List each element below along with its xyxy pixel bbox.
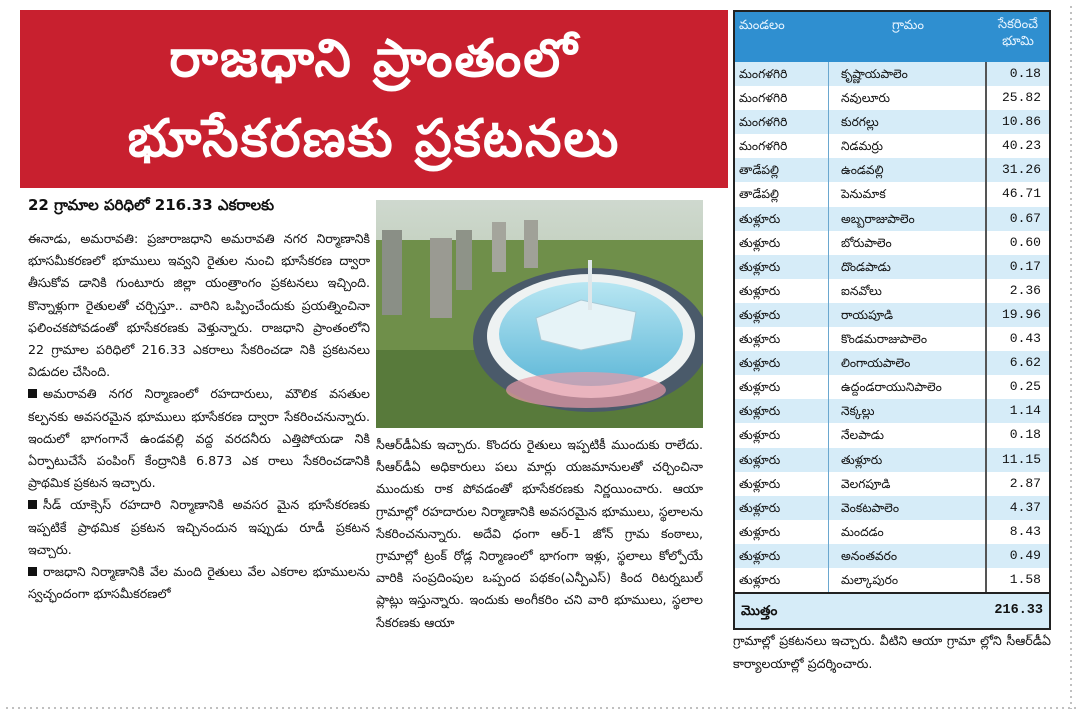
table-row [735, 327, 1049, 351]
cell-village: కొండమరాజుపాలెం [829, 327, 987, 351]
cell-village: మల్కాపురం [829, 568, 987, 592]
cell-mandal: తుళ్లూరు [735, 399, 829, 423]
cell-village: వెంకటపాలెం [829, 496, 987, 520]
cell-acres: 0.25 [1009, 379, 1041, 395]
cell-village: ఐనవోలు [829, 279, 987, 303]
table-row [735, 207, 1049, 231]
table-body [735, 62, 1049, 592]
subheadline: 22 గ్రామాల పరిధిలో 216.33 ఎకరాలకు [28, 196, 275, 214]
table-total-row [735, 592, 1049, 628]
cell-acres: 0.18 [1009, 66, 1041, 81]
paragraph-1: ఈనాడు, అమరావతి: ప్రజారాజధాని అమరావతి నగర నిర్మాణానికి భూసమీకరణలో భూములు ఇవ్వని రైతుల నుంచి భూసేకరణ ద్వారా తీసుకోవ డానికి గుంటూరు జిల్లా యంత్రాంగం ప్రకటనలు ఇచ్చింది. కొన్నాళ్లుగా రైతులతో చర్చిస్తూ.. వారిని ఒప్పించేందుకు ప్రయత్నించినా ఫలించకపోవడంతో భూసేకరణకు వెళ్తున్నారు. రాజధాని ప్రాంతంలోని 22 గ్రామాల పరిధిలో 216.33 ఎకరాలు సేకరించడా నికి ప్రకటనలు విడుదల చేసింది. [28, 231, 370, 380]
cell-village: ఉద్దండరాయునిపాలెం [829, 375, 987, 399]
cell-village: నవులూరు [829, 86, 987, 110]
cell-village: మందడం [829, 520, 987, 544]
cell-mandal: తుళ్లూరు [735, 231, 829, 255]
headline-line-2: భూసేకరణకు ప్రకటనలు [127, 109, 621, 169]
cell-acres: 46.71 [1001, 186, 1041, 202]
cell-acres: 31.26 [1001, 162, 1041, 178]
cell-village: బోరుపాలెం [829, 231, 987, 255]
cell-acres: 0.60 [1009, 234, 1041, 250]
table-header [735, 12, 1049, 62]
cell-mandal: తాడేపల్లి [735, 158, 829, 182]
table-row [735, 399, 1049, 423]
cell-acres: 0.17 [1009, 258, 1041, 274]
table-row [735, 110, 1049, 134]
cell-mandal: తుళ్లూరు [735, 520, 829, 544]
cell-mandal: తుళ్లూరు [735, 544, 829, 568]
table-footnote: గ్రామాల్లో ప్రకటనలు ఇచ్చారు. వీటిని ఆయా గ్రామా ల్లోని సీఆర్‌డీఏ కార్యాలయాల్లో ప్రదర్శించారు. [733, 633, 1051, 671]
cell-acres: 8.43 [1009, 523, 1041, 539]
header-mandal: మండలం [739, 18, 785, 33]
table-row [735, 496, 1049, 520]
cell-mandal: తుళ్లూరు [735, 472, 829, 496]
header-acquired: సేకరించే భూమి [997, 17, 1039, 49]
dotted-border-bottom [4, 705, 1076, 711]
total-value: 216.33 [994, 603, 1043, 619]
cell-village: దొండపాడు [829, 255, 987, 279]
table-row [735, 182, 1049, 206]
cell-mandal: మంగళగిరి [735, 134, 829, 158]
table-row [735, 351, 1049, 375]
bullet-icon [28, 500, 37, 509]
cell-mandal: తుళ్లూరు [735, 279, 829, 303]
table-row [735, 520, 1049, 544]
cell-mandal: తుళ్లూరు [735, 568, 829, 592]
article-column-1 [28, 228, 370, 698]
cell-mandal: తుళ్లూరు [735, 423, 829, 447]
dotted-border-right [1068, 4, 1074, 709]
table-row [735, 375, 1049, 399]
cell-village: అనంతవరం [829, 544, 987, 568]
cell-mandal: మంగళగిరి [735, 62, 829, 86]
table-row [735, 544, 1049, 568]
table-row [735, 472, 1049, 496]
cell-acres: 0.43 [1009, 331, 1041, 347]
table-row [735, 303, 1049, 327]
cell-village: నిడమర్రు [829, 134, 987, 158]
cell-acres: 6.62 [1009, 355, 1041, 371]
cell-acres: 4.37 [1009, 499, 1041, 515]
cell-acres: 19.96 [1001, 306, 1041, 322]
cell-village: అబ్బరాజుపాలెం [829, 207, 987, 231]
cell-acres: 2.36 [1009, 282, 1041, 298]
headline-banner [20, 10, 728, 188]
cell-village: నెక్కల్లు [829, 399, 987, 423]
table-row [735, 423, 1049, 447]
bullet-icon [28, 567, 37, 576]
cell-mandal: తాడేపల్లి [735, 182, 829, 206]
cell-mandal: తుళ్లూరు [735, 255, 829, 279]
table-row [735, 86, 1049, 110]
cell-mandal: తుళ్లూరు [735, 448, 829, 472]
table-row [735, 279, 1049, 303]
table-row [735, 448, 1049, 472]
cell-mandal: మంగళగిరి [735, 110, 829, 134]
table-row [735, 62, 1049, 86]
cell-acres: 0.49 [1009, 547, 1041, 563]
paragraph-4: రాజధాని నిర్మాణానికి వేల మంది రైతులు వేల ఎకరాల భూములను స్వచ్ఛందంగా భూసమీకరణలో [28, 564, 370, 602]
land-acquisition-table [733, 10, 1051, 630]
cell-mandal: తుళ్లూరు [735, 375, 829, 399]
total-label: మొత్తం [741, 603, 778, 620]
cell-village: తుళ్లూరు [829, 448, 987, 472]
cell-mandal: తుళ్లూరు [735, 351, 829, 375]
cell-mandal: తుళ్లూరు [735, 303, 829, 327]
cell-acres: 10.86 [1001, 114, 1041, 130]
capital-rendering-image [376, 200, 703, 428]
article-column-2: సీఆర్‌డీఏకు ఇచ్చారు. కొందరు రైతులు ఇప్పటికీ ముందుకు రాలేదు. సీఆర్‌డీఏ అధికారులు పలు మార్లు యజమానులతో చర్చించినా ముందుకు రాక పోవడంతో భూసేకరణకు నిర్ణయించారు. ఆయా గ్రామాల్లో రహదారుల నిర్మాణానికి అవసరమైన భూములు, స్థలాలను సేకరించనున్నారు. అదేవి ధంగా ఆర్-1 జోన్ గ్రామ కంఠాలు, గ్రామాల్లో ట్రంక్ రోడ్ల నిర్మాణంలో భాగంగా ఇళ్లు, స్థలాలు కోల్పోయే వారికి సంప్రదింపుల ఒప్పంద పథకం(ఎన్పీఎస్) కింద రిటర్నబుల్ ప్లాట్లు ఇస్తున్నారు. ఇందుకు అంగీకరిం చని వారి భూములు, స్థలాల సేకరణకు ఆయా [376, 437, 703, 630]
cell-village: ఉండవల్లి [829, 158, 987, 182]
paragraph-2: అమరావతి నగర నిర్మాణంలో రహదారులు, మౌలిక వసతుల కల్పనకు అవసరమైన భూములు భూసేకరణ ద్వారా సేకరించనున్నారు. ఇందులో భాగంగానే ఉండవల్లి వద్ద వరదనీరు ఎత్తిపోయడా నికి ఏర్పాటుచేసే పంపింగ్ కేంద్రానికి 6.873 ఎక రాలు సేకరించడానికి ప్రాథమిక ప్రకటన ఇచ్చారు. [28, 386, 370, 491]
paragraph-3: సీడ్ యాక్సెస్ రహదారి నిర్మాణానికి అవసర మైన భూసేకరణకు ఇప్పటికే ప్రాథమిక ప్రకటన ఇచ్చినందున ఇప్పుడు రూడీ ప్రకటన ఇచ్చారు. [28, 497, 370, 557]
cell-acres: 1.58 [1009, 571, 1041, 587]
cell-mandal: తుళ్లూరు [735, 496, 829, 520]
table-row [735, 231, 1049, 255]
cell-acres: 0.18 [1009, 427, 1041, 443]
table-row [735, 568, 1049, 592]
cell-acres: 0.67 [1009, 210, 1041, 226]
cell-mandal: తుళ్లూరు [735, 207, 829, 231]
cell-acres: 2.87 [1009, 475, 1041, 491]
cell-mandal: తుళ్లూరు [735, 327, 829, 351]
cell-village: కురగల్లు [829, 110, 987, 134]
cell-acres: 40.23 [1001, 138, 1041, 154]
cell-mandal: మంగళగిరి [735, 86, 829, 110]
table-row [735, 158, 1049, 182]
cell-acres: 1.14 [1009, 403, 1041, 419]
header-village: గ్రామం [892, 18, 924, 33]
cell-village: వెలగపూడి [829, 472, 987, 496]
cell-acres: 11.15 [1001, 451, 1041, 467]
table-row [735, 134, 1049, 158]
bullet-icon [28, 389, 37, 398]
cell-village: రాయపూడి [829, 303, 987, 327]
cell-village: పెనుమాక [829, 182, 987, 206]
table-row [735, 255, 1049, 279]
cell-village: లింగాయపాలెం [829, 351, 987, 375]
cell-village: కృష్ణాయపాలెం [829, 62, 987, 86]
headline-line-1: రాజధాని ప్రాంతంలో [169, 29, 579, 89]
cell-acres: 25.82 [1001, 90, 1041, 106]
cell-village: నేలపాడు [829, 423, 987, 447]
